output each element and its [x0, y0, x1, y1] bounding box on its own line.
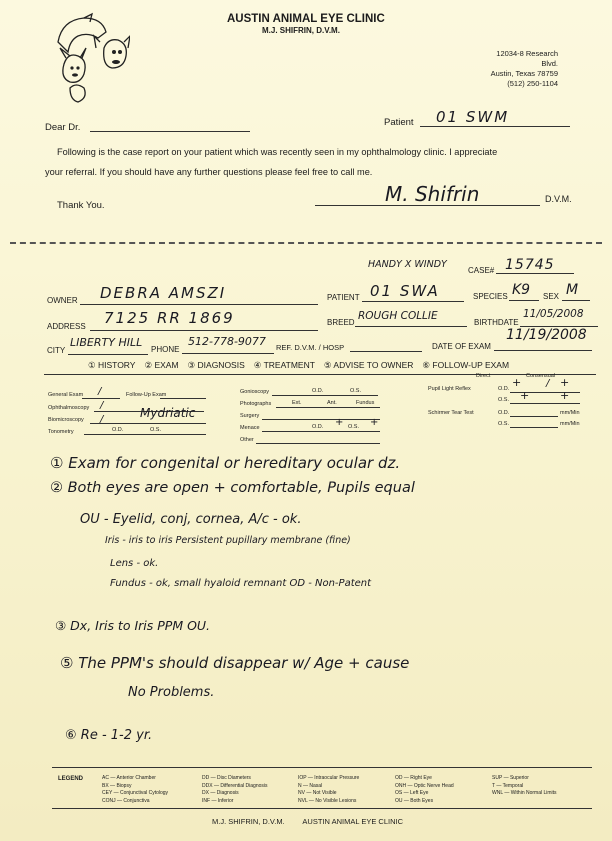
- city-line: [68, 354, 148, 355]
- footer-clinic: AUSTIN ANIMAL EYE CLINIC: [302, 817, 404, 826]
- general-exam-label: General Exam: [48, 392, 84, 398]
- sex-line: [562, 300, 590, 301]
- note-8: ⑤ The PPM's should disappear w/ Age + cause: [60, 654, 410, 672]
- schirmer-os-line: [510, 427, 558, 428]
- legend-item: ONH — Optic Nerve Head: [395, 782, 454, 789]
- plr-os-line: [510, 403, 580, 404]
- legend-item: WNL — Within Normal Limits: [492, 790, 557, 796]
- section-divider: [44, 374, 596, 375]
- menace-line: [262, 431, 380, 432]
- legend-item: DX — Diagnosis: [202, 790, 239, 796]
- plr-od: O.D.: [498, 386, 510, 392]
- phone-label: PHONE: [151, 345, 180, 354]
- patient-label: PATIENT: [327, 293, 360, 302]
- plr-mark-2: +: [560, 376, 570, 389]
- photographs-line: [276, 407, 380, 408]
- breed-label: BREED: [327, 318, 355, 327]
- general-exam-check: /: [98, 386, 102, 397]
- clinic-address: [478, 49, 558, 89]
- legend-item: CEY — Conjunctival Cytology: [102, 790, 169, 796]
- general-exam-line: [82, 398, 120, 399]
- legend-item: IOP — Intraocular Pressure: [298, 775, 360, 781]
- section-exam: ② EXAM: [144, 360, 179, 370]
- biomicroscopy-label: Biomicroscopy: [48, 417, 84, 423]
- legend-bottom-rule: [52, 808, 592, 809]
- breed-value: ROUGH COLLIE: [358, 310, 438, 322]
- plr-os: O.S.: [498, 397, 510, 403]
- legend-top-rule: [52, 767, 592, 768]
- ophthalmoscopy-check: /: [100, 400, 104, 411]
- plr-mark-4: +: [560, 389, 570, 402]
- patient-value: 01 SWA: [370, 282, 440, 300]
- legend-item: OU — Both Eyes: [395, 797, 434, 804]
- legend-col-4: [395, 775, 454, 805]
- case-line: [496, 273, 574, 274]
- phone-value: 512-778-9077: [188, 335, 266, 348]
- city-value: LIBERTY HILL: [70, 336, 143, 349]
- legend-col-5: [492, 775, 557, 798]
- legend-item: DDX — Differential Diagnosis: [202, 782, 268, 789]
- note-9: No Problems.: [128, 685, 215, 700]
- breed-line: [355, 326, 467, 327]
- plr-mark-3: +: [520, 389, 530, 402]
- patient-line: [362, 301, 464, 302]
- address-line-1: 12034-8 Research Blvd.: [496, 49, 558, 68]
- photo-ant: Ant.: [327, 400, 337, 406]
- city-label: CITY: [47, 346, 66, 355]
- signature: M. Shifrin: [385, 182, 480, 206]
- biomicroscopy-value: Mydriatic: [140, 406, 196, 420]
- legend-item: DD — Disc Diameters: [202, 775, 251, 781]
- menace-label: Menace: [240, 425, 260, 431]
- schirmer-os-unit: mm/Min: [560, 421, 580, 427]
- case-label: CASE#: [468, 266, 495, 275]
- address-label: ADDRESS: [47, 322, 86, 331]
- note-6: Fundus - ok, small hyaloid remnant OD - Non-Patent: [110, 578, 372, 589]
- section-history: ① HISTORY: [88, 360, 136, 370]
- photo-fundus: Fundus: [356, 400, 375, 406]
- legend-item: NVL — No Visible Lesions: [298, 797, 357, 804]
- legend-item: OD — Right Eye: [395, 775, 432, 781]
- surgery-line: [262, 419, 380, 420]
- ref-label: REF. D.V.M. / HOSP: [276, 343, 345, 352]
- schirmer-os: O.S.: [498, 421, 510, 427]
- handwritten-names: HANDY X WINDY: [368, 259, 447, 270]
- schirmer-od-line: [510, 416, 558, 417]
- legend-item: AC — Anterior Chamber: [102, 775, 156, 781]
- note-1: ① Exam for congenital or hereditary ocular dz.: [50, 454, 401, 472]
- species-value: K9: [512, 282, 531, 298]
- tonometry-od: O.D.: [112, 427, 124, 433]
- species-label: SPECIES: [473, 292, 508, 301]
- tonometry-label: Tonometry: [48, 429, 74, 435]
- schirmer-od-unit: mm/Min: [560, 410, 580, 416]
- section-followup: ⑥ FOLLOW-UP EXAM: [422, 360, 510, 370]
- note-7: ③ Dx, Iris to Iris PPM OU.: [55, 618, 211, 633]
- consensual-label: Consensual: [526, 373, 556, 379]
- date-line: [494, 350, 592, 351]
- case-value: 15745: [505, 257, 555, 273]
- gonioscopy-label: Gonioscopy: [240, 389, 270, 395]
- legend-item: OS — Left Eye: [395, 790, 429, 796]
- schirmer-label: Schirmer Tear Test: [428, 410, 474, 416]
- legend-title: LEGEND: [58, 776, 84, 782]
- biomicroscopy-check: /: [100, 414, 104, 425]
- legend-item: SUP — Superior: [492, 775, 529, 781]
- direct-label: Direct: [476, 373, 491, 379]
- clinic-phone: (512) 250-1104: [507, 79, 558, 88]
- note-10: ⑥ Re - 1-2 yr.: [65, 728, 153, 743]
- letter-patient-label: Patient: [384, 117, 414, 128]
- legend-item: N — Nasal: [298, 782, 323, 789]
- legend-item: CONJ — Conjunctiva: [102, 797, 150, 804]
- menace-os-mark: +: [370, 417, 379, 428]
- footer: [212, 817, 403, 826]
- note-4: Iris - iris to iris Persistent pupillary membrane (fine): [105, 535, 351, 546]
- owner-label: OWNER: [47, 296, 78, 305]
- note-5: Lens - ok.: [110, 558, 159, 569]
- tonometry-line: [84, 434, 206, 435]
- address-line-2: Austin, Texas 78759: [490, 69, 558, 78]
- other-line: [256, 443, 380, 444]
- schirmer-od: O.D.: [498, 410, 510, 416]
- legend-col-3: [298, 775, 359, 805]
- menace-os: O.S.: [348, 424, 360, 430]
- ref-line: [350, 351, 422, 352]
- legend-item: NV — Not Visible: [298, 790, 337, 796]
- legend-item: BX — Biopsy: [102, 782, 132, 789]
- thank-you: Thank You.: [57, 200, 105, 211]
- sex-value: M: [566, 282, 579, 298]
- gonioscopy-od: O.D.: [312, 388, 324, 394]
- dear-label: Dear Dr.: [45, 122, 81, 133]
- legend-item: T — Temporal: [492, 782, 524, 789]
- photo-ext: Ext.: [292, 400, 302, 406]
- menace-od: O.D.: [312, 424, 324, 430]
- photographs-label: Photographs: [240, 401, 272, 407]
- plr-mark-1: +: [512, 376, 522, 389]
- section-diagnosis: ③ DIAGNOSIS: [187, 360, 245, 370]
- letter-patient-line: [420, 126, 570, 127]
- note-2: ② Both eyes are open + comfortable, Pupils equal: [50, 480, 415, 496]
- ophthalmoscopy-label: Ophthalmoscopy: [48, 405, 90, 411]
- dvm-label: D.V.M.: [545, 194, 572, 204]
- dear-line: [90, 131, 250, 132]
- section-advise: ⑤ ADVISE TO OWNER: [323, 360, 414, 370]
- owner-value: DEBRA AMSZI: [100, 284, 227, 302]
- birthdate-value: 11/05/2008: [523, 308, 584, 320]
- surgery-label: Surgery: [240, 413, 260, 419]
- gonioscopy-os: O.S.: [350, 388, 362, 394]
- letter-patient-value: 01 SWM: [436, 108, 510, 126]
- menace-od-mark: +: [335, 417, 344, 428]
- legend-item: INF — Inferior: [202, 797, 234, 804]
- date-value: 11/19/2008: [506, 327, 587, 343]
- date-label: DATE OF EXAM: [432, 342, 491, 351]
- birthdate-label: BIRTHDATE: [474, 318, 519, 327]
- section-list: [88, 360, 509, 371]
- biomicroscopy-line: [90, 423, 206, 424]
- plr-label: Pupil Light Reflex: [428, 386, 471, 392]
- owner-line: [80, 304, 318, 305]
- gonioscopy-line: [272, 395, 378, 396]
- section-treatment: ④ TREATMENT: [253, 360, 315, 370]
- clinic-doctor: M.J. SHIFRIN, D.V.M.: [262, 26, 340, 35]
- clinic-name: AUSTIN ANIMAL EYE CLINIC: [227, 13, 385, 25]
- followup-exam-label: Follow-Up Exam: [126, 392, 167, 398]
- tear-line: [10, 242, 602, 244]
- address-line: [90, 330, 318, 331]
- animal-logo: [48, 12, 130, 104]
- other-label: Other: [240, 437, 254, 443]
- legend-col-1: [102, 775, 168, 805]
- species-line: [509, 300, 539, 301]
- sex-label: SEX: [543, 292, 560, 301]
- letter-body-2: your referral. If you should have any further questions please feel free to call me.: [45, 167, 373, 177]
- phone-line: [182, 353, 274, 354]
- followup-exam-line: [160, 398, 206, 399]
- footer-doctor: M.J. SHIFRIN, D.V.M.: [212, 817, 285, 826]
- tonometry-os: O.S.: [150, 427, 162, 433]
- letter-body-1: Following is the case report on your patient which was recently seen in my ophthalmology clinic. I appreciate: [57, 147, 498, 157]
- note-3: OU - Eyelid, conj, cornea, A/c - ok.: [80, 512, 302, 527]
- address-value: 7125 RR 1869: [104, 309, 235, 327]
- plr-slash: /: [546, 378, 550, 389]
- legend-col-2: [202, 775, 268, 805]
